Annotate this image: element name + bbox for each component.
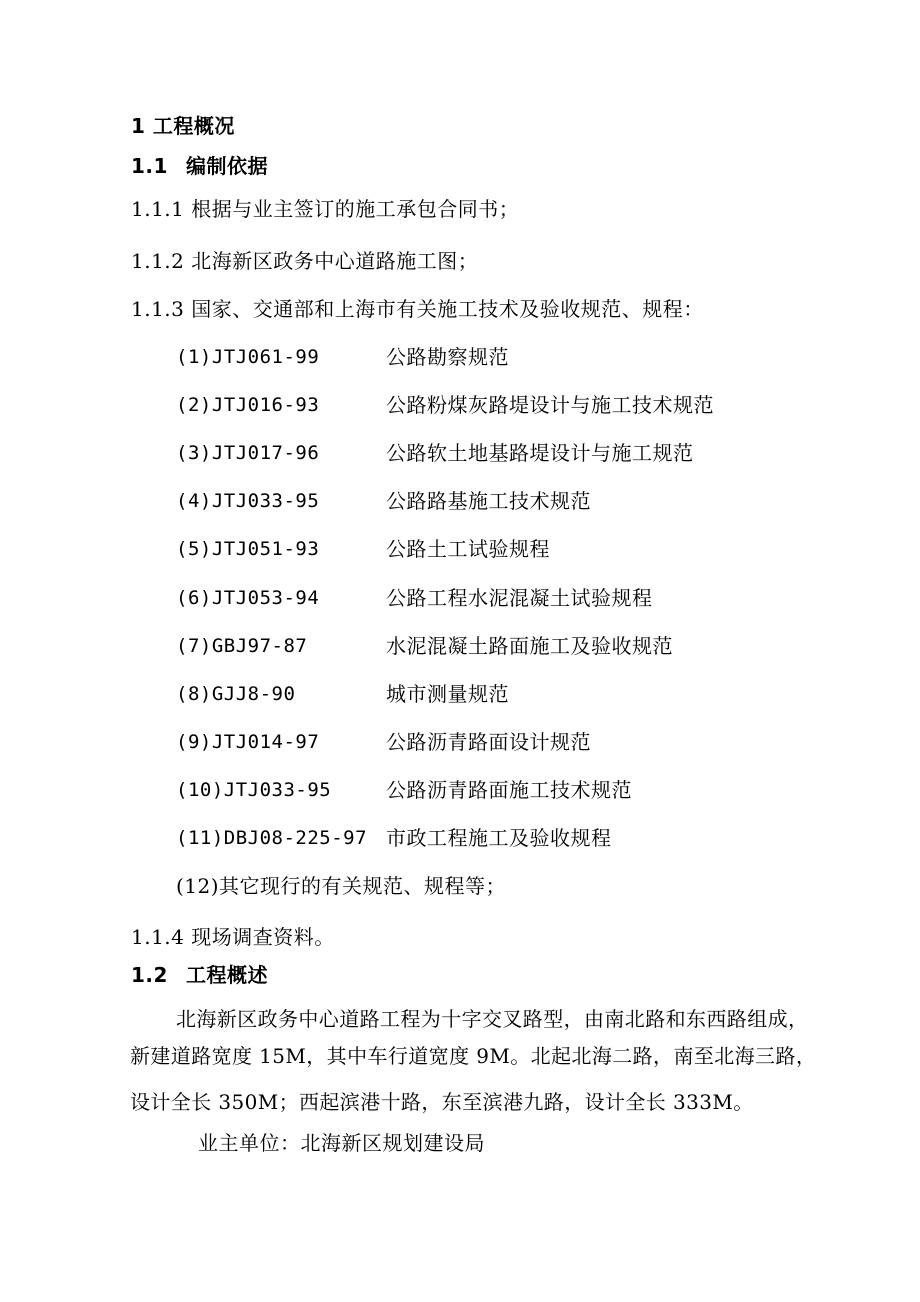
basis-item-2: 1.1.2 北海新区政务中心道路施工图； — [131, 249, 479, 273]
standard-code: (6)JTJ053-94 — [176, 587, 320, 609]
standard-other: (12)其它现行的有关规范、规程等； — [176, 874, 507, 898]
standard-code: (7)GBJ97-87 — [176, 635, 308, 657]
standard-code: (4)JTJ033-95 — [176, 490, 320, 512]
standard-name: 公路粉煤灰路堤设计与施工技术规范 — [386, 393, 714, 417]
standard-code: (10)JTJ033-95 — [176, 779, 332, 801]
standard-name: 水泥混凝土路面施工及验收规范 — [386, 634, 673, 658]
section-1-title: 1 工程概况 — [131, 114, 235, 138]
basis-item-3: 1.1.3 国家、交通部和上海市有关施工技术及验收规范、规程： — [131, 297, 704, 321]
overview-line-1: 北海新区政务中心道路工程为十字交叉路型，由南北路和东西路组成， — [176, 1007, 809, 1031]
standard-name: 城市测量规范 — [386, 682, 509, 706]
owner-line: 业主单位：北海新区规划建设局 — [198, 1131, 485, 1155]
standard-code: (5)JTJ051-93 — [176, 538, 320, 560]
basis-item-1: 1.1.1 根据与业主签订的施工承包合同书； — [131, 197, 520, 221]
standard-name: 公路沥青路面施工技术规范 — [386, 778, 632, 802]
standard-name: 公路工程水泥混凝土试验规程 — [386, 586, 653, 610]
standard-code: (2)JTJ016-93 — [176, 394, 320, 416]
section-1-2-number: 1.2 — [131, 963, 168, 987]
section-1-2-title: 工程概述 — [186, 963, 268, 987]
section-1-1-title: 编制依据 — [186, 154, 268, 178]
overview-line-3: 设计全长 350M；西起滨港十路，东至滨港九路，设计全长 333M。 — [130, 1090, 754, 1114]
standard-code: (11)DBJ08-225-97 — [176, 827, 368, 849]
standard-name: 市政工程施工及验收规程 — [386, 826, 612, 850]
standard-name: 公路土工试验规程 — [386, 537, 550, 561]
standard-name: 公路路基施工技术规范 — [386, 489, 591, 513]
standard-code: (3)JTJ017-96 — [176, 442, 320, 464]
section-1-1-number: 1.1 — [131, 154, 168, 178]
basis-item-4: 1.1.4 现场调查资料。 — [131, 925, 335, 949]
overview-line-2: 新建道路宽度 15M，其中车行道宽度 9M。北起北海二路，南至北海三路， — [130, 1044, 817, 1068]
standard-code: (8)GJJ8-90 — [176, 683, 296, 705]
standard-name: 公路勘察规范 — [386, 345, 509, 369]
standard-name: 公路沥青路面设计规范 — [386, 730, 591, 754]
standard-name: 公路软土地基路堤设计与施工规范 — [386, 441, 694, 465]
standard-code: (1)JTJ061-99 — [176, 346, 320, 368]
standard-code: (9)JTJ014-97 — [176, 731, 320, 753]
